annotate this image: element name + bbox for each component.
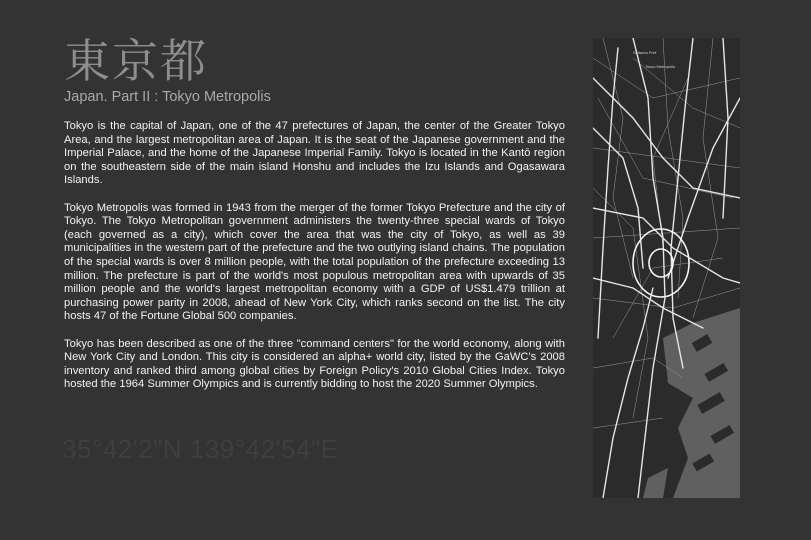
paragraph-3: Tokyo has been described as one of the three "command centers" for the world economy, along with New York City and London. This city is considered an alpha+ world city, listed by the GaWC's 2008 inventory and ranked third among global cities by Foreign Policy's 2010 Global Cities Index. Tokyo hosted the 1964 Summer Olympics and is currently bidding to host the 2020 Summer Olympics. xyxy=(64,337,565,391)
page-subtitle: Japan. Part II : Tokyo Metropolis xyxy=(64,89,271,105)
paragraph-1: Tokyo is the capital of Japan, one of the 47 prefectures of Japan, the center of the Greater Tokyo Area, and the largest metropolitan area of Japan. It is the seat of the Japanese government and the Imperial Palace, and the home of the Japanese Imperial Family. Tokyo is located in the Kantō region on the southeastern side of the main island Honshu and includes the Izu Islands and Ogasawara Islands. xyxy=(64,120,565,187)
road-map-graphic xyxy=(593,38,740,498)
article-body xyxy=(64,120,565,405)
paragraph-2: Tokyo Metropolis was formed in 1943 from the merger of the former Tokyo Prefecture and the city of Tokyo. The Tokyo Metropolitan government administers the twenty-three special wards of Tokyo (each governed as a city), which cover the area that was the city of Tokyo, as well as 39 municipalities in the western part of the prefecture and the two outlying island chains. The population of the special wards is over 8 million people, with the total population of the prefecture exceeding 13 million. The prefecture is part of the world's most populous metropolitan area with upwards of 35 million people and the world's largest metropolitan economy with a GDP of US$1.479 trillion at purchasing power parity in 2008, ahead of New York City, which ranks second on the list. The city hosts 47 of the Fortune Global 500 companies. xyxy=(64,201,565,323)
ring-road xyxy=(633,229,689,297)
bay-water xyxy=(643,308,740,498)
map-labels xyxy=(633,50,675,69)
coordinates-text: 35°42'2"N 139°42'54"E xyxy=(62,434,339,464)
page-title: 東京都 xyxy=(64,34,208,88)
map-label-saitama: Saitama Pref. xyxy=(633,50,658,55)
tokyo-road-map xyxy=(593,38,740,498)
map-label-tokyo: Tokyo Metropolis xyxy=(645,64,676,69)
